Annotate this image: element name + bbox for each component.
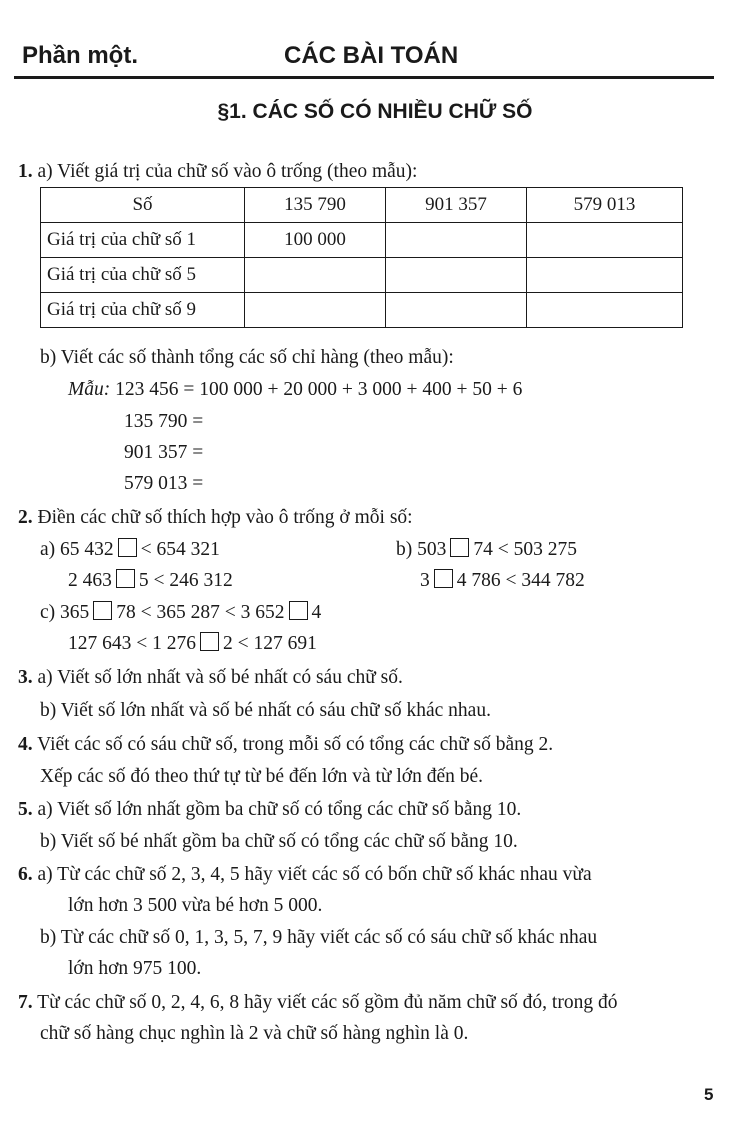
row-label: Giá trị của chữ số 1 [41,223,245,258]
expr-part: 65 432 [60,539,114,560]
table-cell [386,223,527,258]
table-row [41,223,683,258]
table-cell [245,293,386,328]
blank-box [200,632,219,651]
table-cell [386,293,527,328]
answer-line: 135 790 = [124,411,204,432]
exercise-7-line1 [18,991,617,1015]
table-row [41,258,683,293]
blank-box [450,538,469,557]
exercise-text: Viết các số có sáu chữ số, trong mỗi số có tổng các chữ số bằng 2. [37,734,554,755]
exercise-2-c1 [40,601,321,625]
expr-part: 365 [60,602,90,623]
table-cell: 100 000 [245,223,386,258]
exercise-number: 7. [18,992,33,1013]
exercise-2-a1 [40,538,220,562]
part-label: Phần một. [22,42,139,69]
exercise-7-line2: chữ số hàng chục nghìn là 2 và chữ số hàng nghìn là 0. [40,1023,469,1044]
expr-part: 503 [417,539,447,560]
sub-label: c) [40,602,56,623]
exercise-text: Điền các chữ số thích hợp vào ô trống ở mỗi số: [37,507,413,528]
exercise-2-b1 [396,538,577,562]
exercise-text: a) Từ các chữ số 2, 3, 4, 5 hãy viết các số có bốn chữ số khác nhau vừa [37,864,592,885]
expr-part: 5 < 246 312 [138,570,233,591]
exercise-text: a) Viết số lớn nhất và số bé nhất có sáu chữ số. [37,667,403,688]
expr-part: 78 < 365 287 < 3 652 [116,602,285,623]
expr-part: 4 786 < 344 782 [456,570,585,591]
expr-part: 2 < 127 691 [223,633,317,654]
exercise-number: 6. [18,864,33,885]
exercise-4-line1 [18,733,553,757]
example-line [68,378,522,402]
exercise-4-line2: Xếp các số đó theo thứ tự từ bé đến lớn và từ lớn đến bé. [40,766,484,787]
blank-box [434,569,453,588]
exercise-number: 4. [18,734,33,755]
sub-label: a) [40,539,56,560]
exercise-6-a1 [18,863,592,887]
sub-label: b) [396,539,413,560]
exercise-2-c2 [68,632,317,656]
expr-part: < 654 321 [140,539,220,560]
blank-box [116,569,135,588]
exercise-3-a [18,666,403,690]
expr-part: 2 463 [68,570,112,591]
table-header-cell: 901 357 [386,188,527,223]
exercise-text: Từ các chữ số 0, 2, 4, 6, 8 hãy viết các số gồm đủ năm chữ số đó, trong đó [37,992,618,1013]
blank-box [289,601,308,620]
table-row [41,293,683,328]
exercise-3-b: b) Viết số lớn nhất và số bé nhất có sáu chữ số khác nhau. [40,700,491,721]
exercise-text: a) Viết giá trị của chữ số vào ô trống (theo mẫu): [37,161,418,182]
exercise-2-b2 [420,569,585,593]
example-text: 123 456 = 100 000 + 20 000 + 3 000 + 400 + 50 + 6 [115,379,523,400]
expr-part: 4 [311,602,322,623]
table-header-cell: Số [41,188,245,223]
exercise-2-a2 [68,569,233,593]
page-number: 5 [704,1085,714,1104]
section-title: §1. CÁC SỐ CÓ NHIỀU CHỮ SỐ [217,100,533,123]
table-header-row [41,188,683,223]
exercise-6-b2: lớn hơn 975 100. [68,958,202,979]
blank-box [118,538,137,557]
blank-box [93,601,112,620]
exercise-6-a2: lớn hơn 3 500 vừa bé hơn 5 000. [68,895,323,916]
example-label: Mẫu: [68,379,111,400]
exercise-number: 3. [18,667,33,688]
table-cell [527,293,683,328]
table-header-cell: 135 790 [245,188,386,223]
page-header [14,30,714,79]
exercise-5-a [18,798,521,822]
exercise-1-b: b) Viết các số thành tổng các số chỉ hàng (theo mẫu): [40,347,454,368]
expr-part: 3 [420,570,430,591]
row-label: Giá trị của chữ số 5 [41,258,245,293]
table-header-cell: 579 013 [527,188,683,223]
exercise-text: a) Viết số lớn nhất gồm ba chữ số có tổng các chữ số bằng 10. [37,799,522,820]
digit-value-table [40,187,683,328]
exercise-number: 2. [18,507,33,528]
row-label: Giá trị của chữ số 9 [41,293,245,328]
table-cell [527,258,683,293]
exercise-6-b1: b) Từ các chữ số 0, 1, 3, 5, 7, 9 hãy viết các số có sáu chữ số khác nhau [40,927,598,948]
answer-line: 901 357 = [124,442,204,463]
expr-part: 127 643 < 1 276 [68,633,196,654]
table-cell [386,258,527,293]
exercise-5-b: b) Viết số bé nhất gồm ba chữ số có tổng các chữ số bằng 10. [40,831,518,852]
header-title: CÁC BÀI TOÁN [284,42,459,69]
exercise-number: 5. [18,799,33,820]
table-cell [527,223,683,258]
table-cell [245,258,386,293]
exercise-number: 1. [18,161,33,182]
expr-part: 74 < 503 275 [473,539,577,560]
exercise-1-a [18,160,417,184]
exercise-2 [18,506,413,530]
answer-line: 579 013 = [124,473,204,494]
